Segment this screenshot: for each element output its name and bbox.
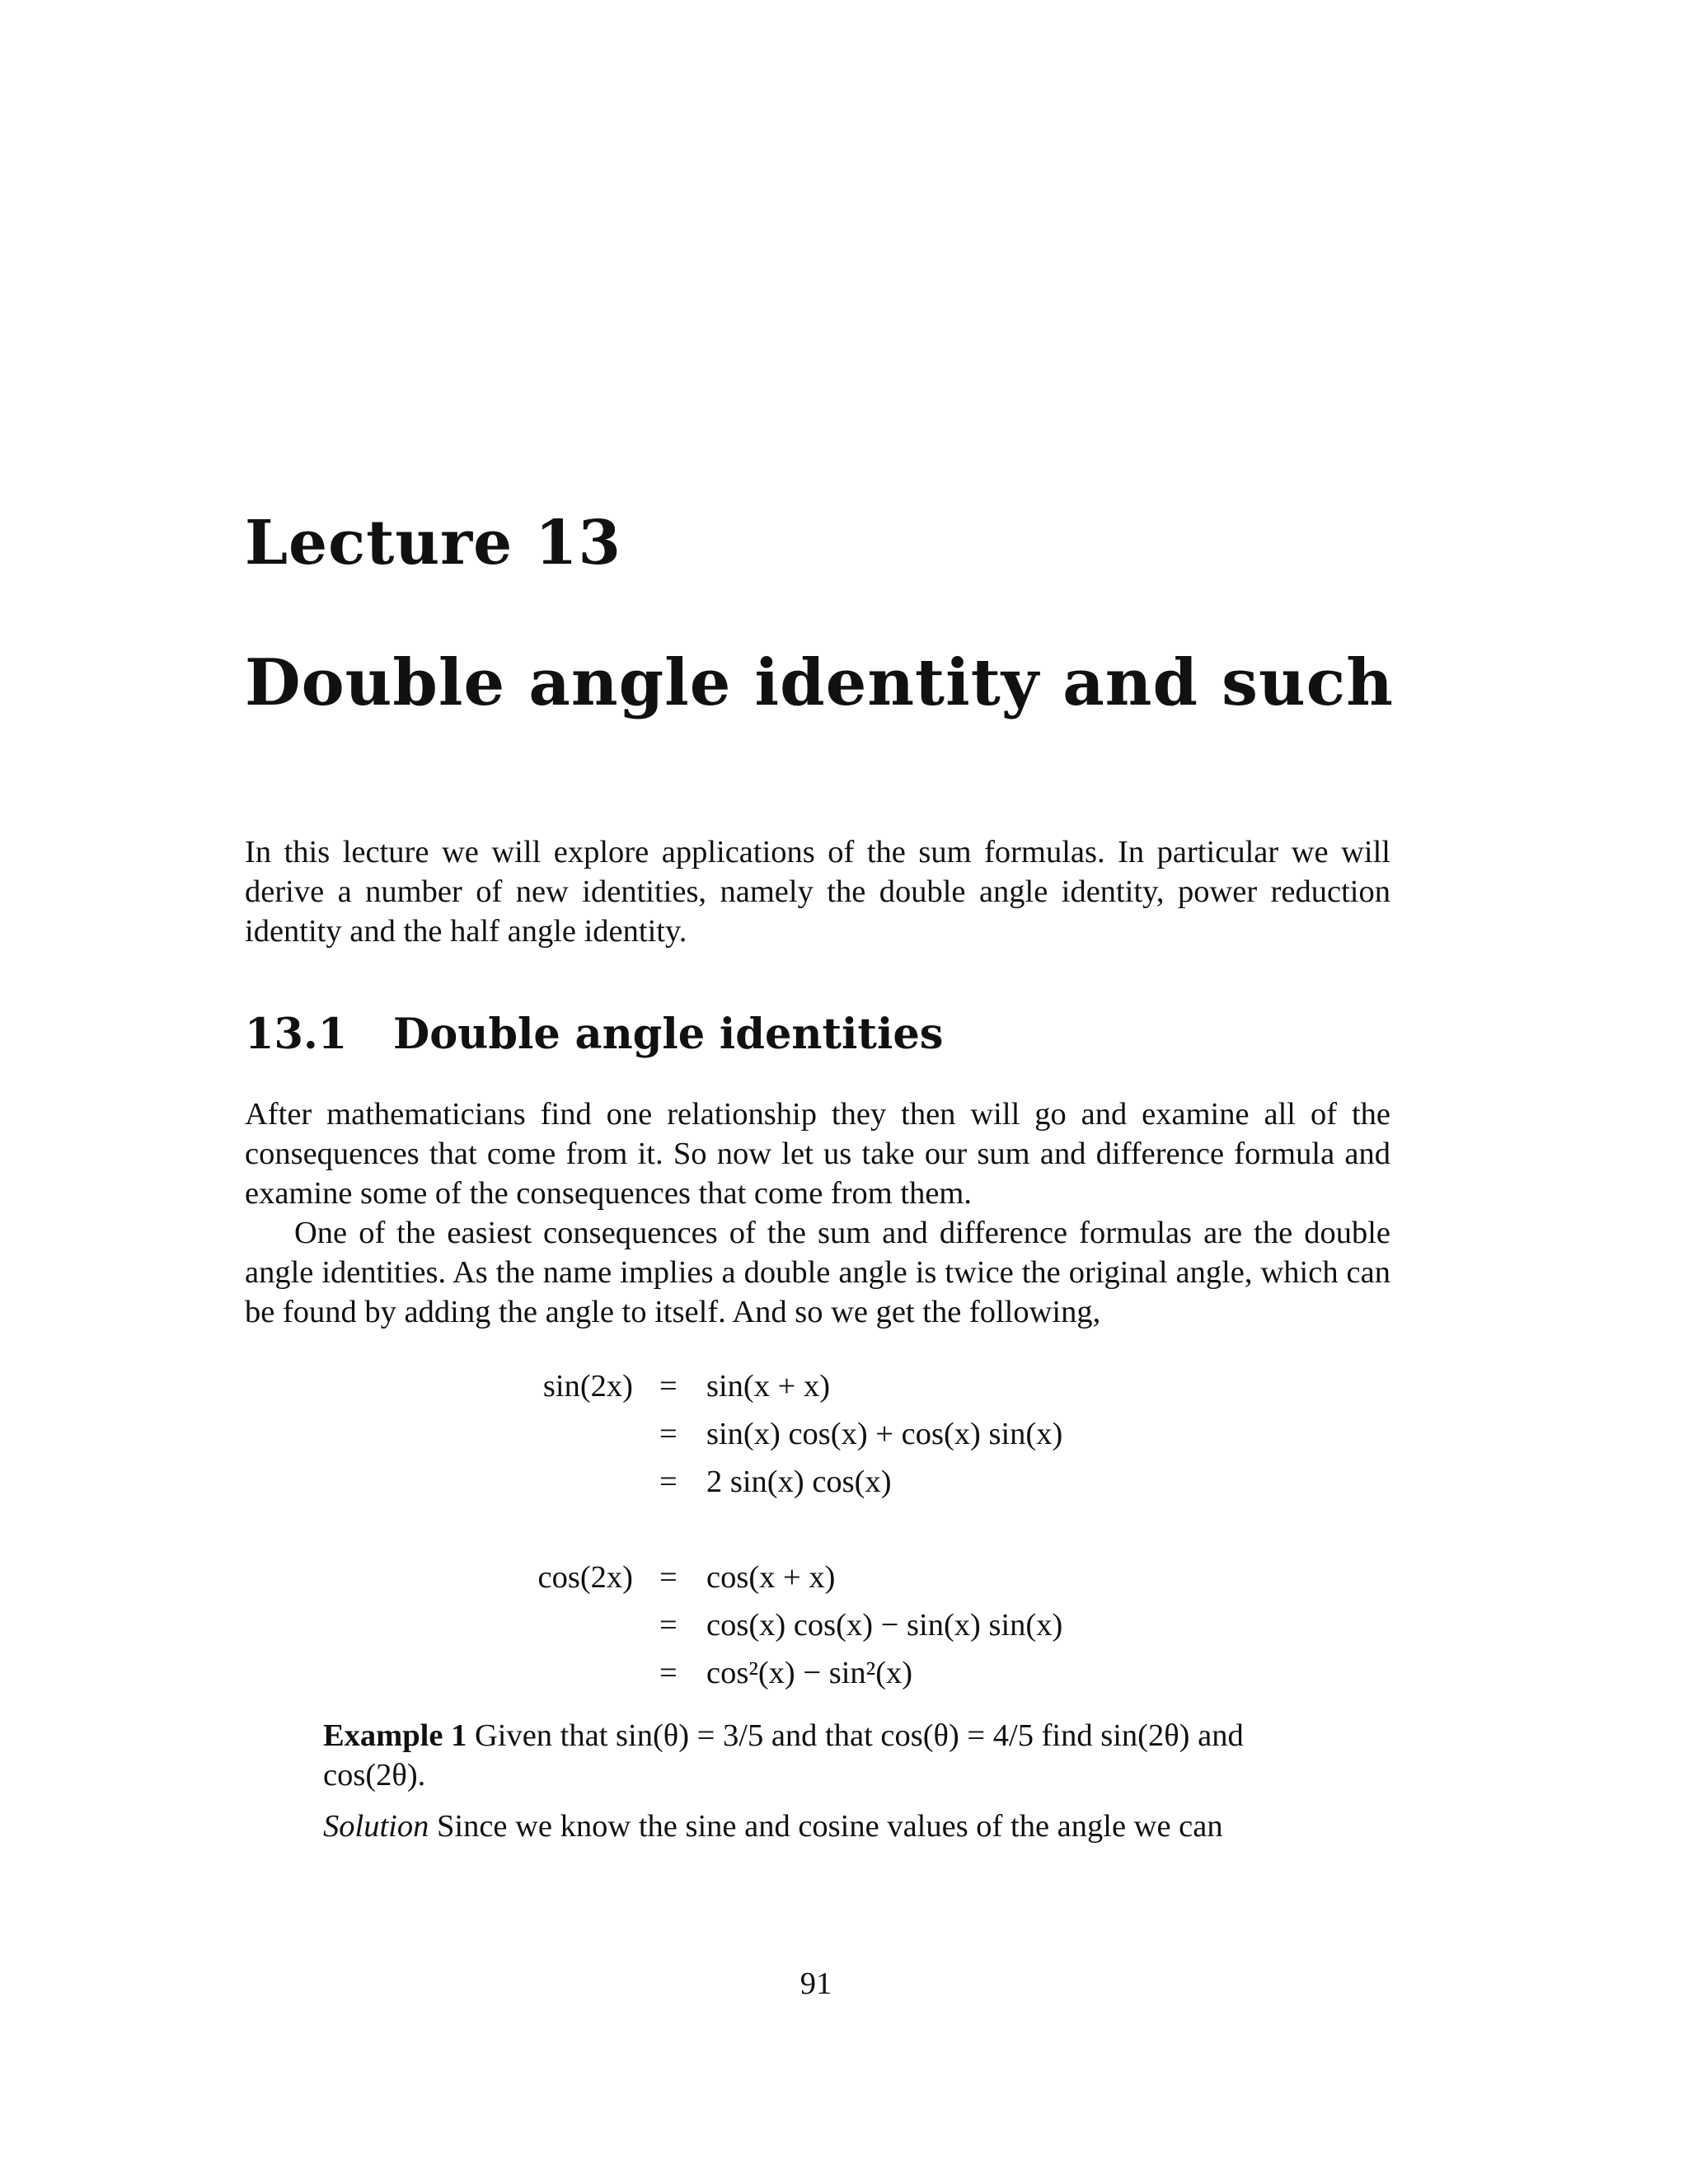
solution-block <box>323 1807 1337 1846</box>
equals-sign: = <box>659 1369 678 1404</box>
section-title: Double angle identities <box>393 1010 944 1059</box>
equation-rhs: cos(x) cos(x) − sin(x) sin(x) <box>706 1608 1063 1643</box>
section-paragraph-1: After mathematicians find one relationship they then will go and examine all of the consequences that come from it. So now let us take our sum and difference formula and examine some of the consequences that come from them. <box>245 1097 1390 1211</box>
equals-sign: = <box>659 1560 678 1595</box>
equation-rhs: cos²(x) − sin²(x) <box>706 1656 913 1690</box>
equation-rhs: sin(x + x) <box>706 1369 831 1404</box>
solution-label: Solution <box>323 1809 429 1844</box>
equation-rhs: sin(x) cos(x) + cos(x) sin(x) <box>706 1417 1063 1451</box>
solution-text: Since we know the sine and cosine values of the angle we can <box>436 1809 1223 1844</box>
equals-sign: = <box>659 1465 678 1499</box>
intro-paragraph: In this lecture we will explore applications of the sum formulas. In particular we will derive a number of new identities, namely the double angle identity, power reduction identity and the half angle identity. <box>245 835 1390 949</box>
page-number: 91 <box>799 1966 832 2001</box>
example-text: Given that sin(θ) = 3/5 and that cos(θ) = 4/5 find sin(2θ) and cos(2θ). <box>323 1718 1244 1793</box>
equals-sign: = <box>659 1417 678 1451</box>
equation-lhs: sin(2x) <box>542 1369 633 1404</box>
equation-rhs: 2 sin(x) cos(x) <box>706 1465 892 1499</box>
section-paragraph-2: One of the easiest consequences of the sum and difference formulas are the double angle identities. As the name implies a double angle is twice the original angle, which can be found by adding the angle to itself. And so we get the following, <box>245 1216 1390 1329</box>
equation-rhs: cos(x + x) <box>706 1560 836 1595</box>
example-block <box>323 1716 1312 1795</box>
equals-sign: = <box>659 1608 678 1643</box>
equals-sign: = <box>659 1656 678 1690</box>
example-label: Example 1 <box>323 1718 467 1753</box>
section-number: 13.1 <box>245 1010 348 1059</box>
chapter-label: Lecture 13 <box>245 508 621 579</box>
equation-lhs: cos(2x) <box>537 1560 633 1595</box>
chapter-title: Double angle identity and such <box>245 645 1394 720</box>
section-heading <box>245 1010 944 1059</box>
